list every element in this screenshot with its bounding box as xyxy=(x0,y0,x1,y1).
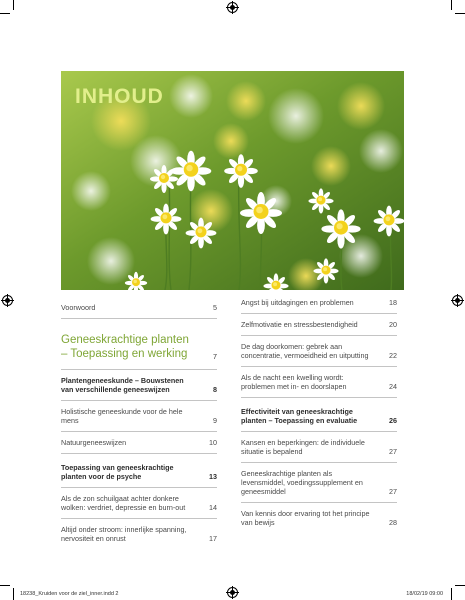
toc-entry-title: Voorwoord xyxy=(61,303,96,312)
toc-entry[interactable] xyxy=(241,509,397,527)
toc-entry[interactable] xyxy=(241,373,397,391)
toc-entry-title: Holistische geneeskunde voor de hele mens xyxy=(61,407,183,425)
chamomile-photo xyxy=(61,71,404,290)
divider xyxy=(241,397,397,398)
toc-entry-title: Als de nacht een kwelling wordt: problemen met in- en doorslapen xyxy=(241,373,347,391)
toc-entry-page: 28 xyxy=(389,518,397,527)
toc-entry-title: Natuurgeneeswijzen xyxy=(61,438,127,447)
toc-entry-page: 13 xyxy=(209,472,217,481)
toc-chapter[interactable] xyxy=(61,333,217,361)
crop-mark xyxy=(0,585,10,586)
toc-entry-title: Angst bij uitdagingen en problemen xyxy=(241,298,354,307)
toc-section[interactable] xyxy=(61,376,217,394)
toc-entry-page: 14 xyxy=(209,503,217,512)
toc-entry-page: 8 xyxy=(213,385,217,394)
toc-entry-page: 26 xyxy=(389,416,397,425)
divider xyxy=(241,366,397,367)
toc-entry[interactable] xyxy=(241,298,397,307)
toc-entry-title: Zelfmotivatie en stressbestendigheid xyxy=(241,320,358,329)
divider xyxy=(61,318,217,319)
toc-entry-title: Als de zon schuilgaat achter donkere wolken: verdriet, depressie en burn-out xyxy=(61,494,186,512)
print-slug-date: 18/02/19 09:00 xyxy=(406,591,443,597)
crop-mark xyxy=(0,13,10,14)
divider xyxy=(241,313,397,314)
toc-entry[interactable] xyxy=(241,438,397,456)
toc-entry[interactable] xyxy=(61,438,217,447)
divider xyxy=(61,431,217,432)
crop-mark xyxy=(455,13,465,14)
toc-entry-page: 24 xyxy=(389,382,397,391)
divider xyxy=(61,518,217,519)
registration-mark-icon xyxy=(227,2,238,13)
toc-entry-page: 18 xyxy=(389,298,397,307)
divider xyxy=(241,431,397,432)
toc-section-title: Effectiviteit van geneeskrachtige planten – Toepassing en evaluatie xyxy=(241,407,358,425)
toc-entry-page: 17 xyxy=(209,534,217,543)
crop-mark xyxy=(13,588,14,600)
toc-entry-title: Kansen en beperkingen: de individuele situatie is bepalend xyxy=(241,438,365,456)
crop-mark xyxy=(455,585,465,586)
toc-entry-page: 20 xyxy=(389,320,397,329)
toc-entry-title: De dag doorkomen: gebrek aan concentratie, vermoeidheid en uitputting xyxy=(241,342,369,360)
toc-entry-page: 27 xyxy=(389,487,397,496)
print-slug-file: 18238_Kruiden voor de ziel_inner.indd 2 xyxy=(20,591,119,597)
toc-entry-page: 10 xyxy=(209,438,217,447)
toc-entry[interactable] xyxy=(61,303,217,312)
toc-section-title: Toepassing van geneeskrachtige planten voor de psyche xyxy=(61,463,174,481)
toc-entry-page: 5 xyxy=(213,303,217,312)
toc-entry-title: Geneeskrachtige planten als levensmiddel, voedingssupplement en geneesmiddel xyxy=(241,469,363,496)
toc-entry-page: 7 xyxy=(213,352,217,361)
toc-entry[interactable] xyxy=(61,494,217,512)
registration-mark-icon xyxy=(2,295,13,306)
toc-entry[interactable] xyxy=(241,469,397,496)
toc-entry[interactable] xyxy=(61,407,217,425)
divider xyxy=(241,335,397,336)
divider xyxy=(61,453,217,454)
registration-mark-icon xyxy=(227,587,238,598)
toc-section[interactable] xyxy=(61,463,217,481)
toc-column-left xyxy=(61,300,217,543)
toc-entry-page: 22 xyxy=(389,351,397,360)
divider xyxy=(241,502,397,503)
toc-entry[interactable] xyxy=(241,320,397,329)
divider xyxy=(241,462,397,463)
divider xyxy=(61,400,217,401)
toc-section-title: Plantengeneeskunde – Bouwstenen van verschillende geneeswijzen xyxy=(61,376,184,394)
crop-mark xyxy=(451,588,452,600)
crop-mark xyxy=(451,0,452,10)
crop-mark xyxy=(13,0,14,10)
toc-section[interactable] xyxy=(241,407,397,425)
toc-entry[interactable] xyxy=(61,525,217,543)
toc-entry-page: 9 xyxy=(213,416,217,425)
divider xyxy=(61,369,217,370)
toc-chapter-title: Geneeskrachtige planten – Toepassing en werking xyxy=(61,334,189,360)
registration-mark-icon xyxy=(452,295,463,306)
toc-column-right xyxy=(241,298,397,527)
toc-entry[interactable] xyxy=(241,342,397,360)
toc-entry-title: Altijd onder stroom: innerlijke spanning, nervositeit en onrust xyxy=(61,525,187,543)
divider xyxy=(61,487,217,488)
toc-entry-page: 27 xyxy=(389,447,397,456)
toc-entry-title: Van kennis door ervaring tot het principe van bewijs xyxy=(241,509,370,527)
page-title: INHOUD xyxy=(75,85,164,108)
